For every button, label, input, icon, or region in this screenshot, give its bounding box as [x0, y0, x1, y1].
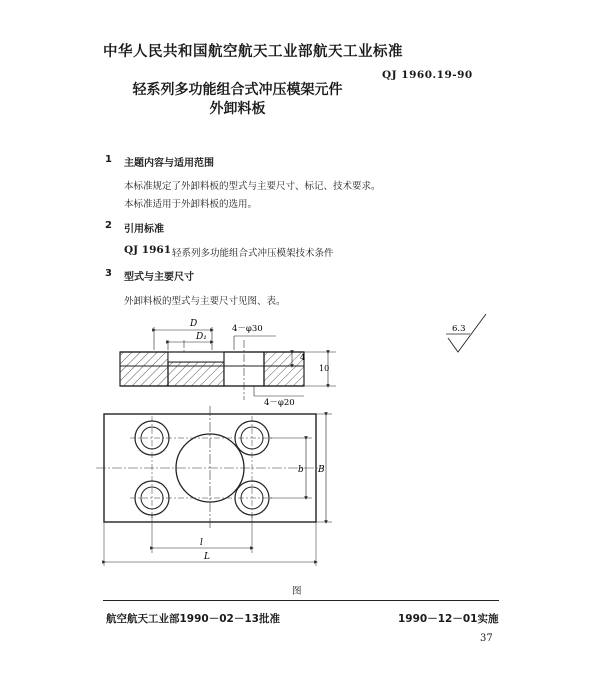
- dim-l: l: [200, 538, 203, 548]
- roughness-value: 6.3: [452, 324, 466, 334]
- section-3-title: 型式与主要尺寸: [124, 272, 194, 283]
- dim-B: B: [318, 465, 325, 475]
- section-1-paragraph-2: 本标准适用于外卸料板的选用。: [124, 199, 258, 210]
- dim-D1: D₁: [196, 332, 207, 342]
- reference-title: 轻系列多功能组合式冲压模架技术条件: [172, 248, 334, 259]
- dim-10: 10: [319, 364, 330, 373]
- dim-L: L: [204, 552, 210, 562]
- approval-date: 航空航天工业部1990－02－13批准: [106, 613, 280, 625]
- section-3-paragraph-1: 外卸料板的型式与主要尺寸见图、表。: [124, 296, 286, 307]
- implementation-date: 1990－12－01实施: [398, 613, 499, 625]
- section-1-title: 主题内容与适用范围: [124, 158, 214, 169]
- page-number: 37: [480, 633, 493, 644]
- standard-code: QJ 1960.19-90: [382, 69, 473, 81]
- dim-holes-top: 4－φ30: [232, 324, 263, 334]
- footer-rule: [103, 600, 499, 601]
- standard-organization: 中华人民共和国航空航天工业部航天工业标准: [103, 44, 403, 60]
- dim-b: b: [298, 465, 304, 475]
- section-2-number: 2: [105, 220, 112, 231]
- dim-4: 4: [300, 353, 306, 362]
- section-2-title: 引用标准: [124, 224, 164, 235]
- dim-D: D: [190, 319, 198, 329]
- section-1-paragraph-1: 本标准规定了外卸料板的型式与主要尺寸、标记、技术要求。: [124, 181, 381, 192]
- document-title: 轻系列多功能组合式冲压模架元件: [132, 82, 343, 98]
- figure-caption: 图: [292, 586, 302, 597]
- reference-code: QJ 1961: [124, 244, 171, 256]
- document-subtitle: 外卸料板: [209, 101, 266, 117]
- plan-view: [96, 406, 324, 530]
- dim-holes-bottom: 4－φ20: [264, 398, 295, 408]
- section-3-number: 3: [105, 268, 112, 279]
- section-1-number: 1: [105, 154, 112, 165]
